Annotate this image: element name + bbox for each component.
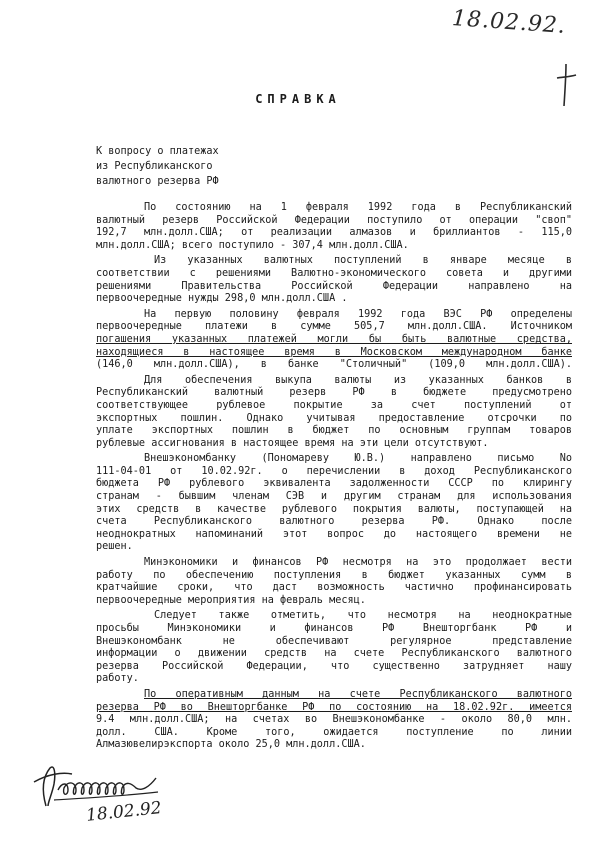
text-line: находящиеся в настоящее время в Московском международном банке bbox=[96, 346, 572, 358]
paragraph bbox=[96, 309, 572, 372]
text-line: 111-04-01 от 10.02.92г. о перечислении в доход Республиканского bbox=[96, 465, 572, 477]
subject-line: из Республиканского bbox=[96, 161, 213, 172]
text-line: соответствии с решениями Валютно-экономического совета и другими bbox=[96, 267, 572, 279]
text-line: резерва РФ во Внешторгбанке РФ по состоянию на 18.02.92г. имеется bbox=[96, 701, 572, 713]
text-line: кратчайшие сроки, что даст возможность частично профинансировать bbox=[96, 582, 572, 594]
text-line: рублевые ассигнования в настоящее время на эти цели отсутствуют. bbox=[96, 437, 489, 449]
text-line: резерва Российской Федерации, что существенно затрудняет нашу bbox=[96, 660, 572, 672]
paragraph bbox=[96, 375, 572, 451]
paragraph bbox=[96, 557, 572, 607]
text-line: уплате экспортных пошлин в бюджет по основным группам товаров bbox=[96, 425, 572, 437]
text-line: счета Республиканского валютного резерва РФ. Однако после bbox=[96, 516, 572, 528]
text-line: работу. bbox=[96, 673, 139, 685]
text-line: Алмазювелирэкспорта около 25,0 млн.долл.США. bbox=[96, 739, 366, 751]
text-line: погашения указанных платежей могли бы быть валютные средства, bbox=[96, 333, 572, 345]
paragraph bbox=[96, 453, 572, 554]
handwritten-date: 18.02.92. bbox=[451, 6, 567, 39]
signature-date: 18.02.92 bbox=[85, 798, 163, 826]
text-line: этих средств в качестве рублевого покрытия валюты, поступающей на bbox=[96, 503, 572, 515]
text-line: (146,0 млн.долл.США), в банке "Столичный" (109,0 млн.долл.США). bbox=[96, 359, 572, 371]
document-body bbox=[96, 202, 572, 755]
text-line: странам - бывшим членам СЭВ и другим странам для использования bbox=[96, 491, 572, 503]
text-line: первоочередные мероприятия на февраль месяц. bbox=[96, 594, 366, 606]
text-line: долл. США. Кроме того, ожидается поступление по линии bbox=[96, 726, 572, 738]
text-line: экспортных пошлин. Однако учитывая предоставление отсрочки по bbox=[96, 412, 572, 424]
document-title: СПРАВКА bbox=[255, 92, 341, 106]
paragraph bbox=[96, 255, 572, 305]
text-line: бюджета РФ рублевого эквивалента задолженности СССР по клирингу bbox=[96, 478, 572, 490]
text-line: первоочередные платежи в сумме 505,7 млн.долл.США. Источником bbox=[96, 321, 572, 333]
subject-line: К вопросу о платежах bbox=[96, 146, 219, 157]
text-line: Внешэкономбанк не обеспечивают регулярное представление bbox=[96, 635, 572, 647]
paragraph bbox=[96, 202, 572, 252]
text-line: Для обеспечения выкупа валюты из указанных банков в bbox=[144, 374, 572, 386]
text-line: Минэкономики и финансов РФ несмотря на это продолжает вести bbox=[144, 557, 572, 569]
text-line: информации о движении средств на счете Республиканского валютного bbox=[96, 648, 572, 660]
text-line: млн.долл.США; всего поступило - 307,4 млн.долл.США. bbox=[96, 239, 409, 251]
text-line: Следует также отметить, что несмотря на неоднократные bbox=[154, 610, 572, 622]
text-line: 192,7 млн.долл.США; от реализации алмазов и бриллиантов - 115,0 bbox=[96, 227, 572, 239]
text-line: работу по обеспечению поступления в бюджет указанных сумм в bbox=[96, 569, 572, 581]
paragraph bbox=[96, 610, 572, 686]
text-line: Внешэкономбанку (Пономареву Ю.В.) направлено письмо No bbox=[144, 453, 572, 465]
text-line: По оперативным данным на счете Республиканского валютного bbox=[144, 688, 572, 700]
text-line: валютный резерв Российской Федерации поступило от операции "своп" bbox=[96, 214, 572, 226]
subject-block bbox=[96, 144, 219, 189]
text-line: первоочередные нужды 298,0 млн.долл.США . bbox=[96, 293, 348, 305]
text-line: неоднократных напоминаний этот вопрос до настоящего времени не bbox=[96, 528, 572, 540]
text-line: Из указанных валютных поступлений в январе месяце в bbox=[154, 255, 572, 267]
text-line: решен. bbox=[96, 541, 133, 553]
text-line: решениями Правительства Российской Федерации направлено на bbox=[96, 280, 572, 292]
text-line: Республиканский валютный резерв РФ в бюджете предусмотрено bbox=[96, 387, 572, 399]
paragraph bbox=[96, 689, 572, 752]
text-line: По состоянию на 1 февраля 1992 года в Республиканский bbox=[144, 202, 572, 213]
text-line: 9.4 млн.долл.США; на счетах во Внешэкономбанке - около 80,0 млн. bbox=[96, 714, 572, 726]
text-line: соответствующее рублевое покрытие за счет поступлений от bbox=[96, 399, 572, 411]
text-line: просьбы Минэкономики и финансов РФ Внешторгбанк РФ и bbox=[96, 623, 572, 634]
subject-line: валютного резерва РФ bbox=[96, 176, 219, 187]
text-line: На первую половину февраля 1992 года ВЭС РФ определены bbox=[144, 308, 572, 320]
